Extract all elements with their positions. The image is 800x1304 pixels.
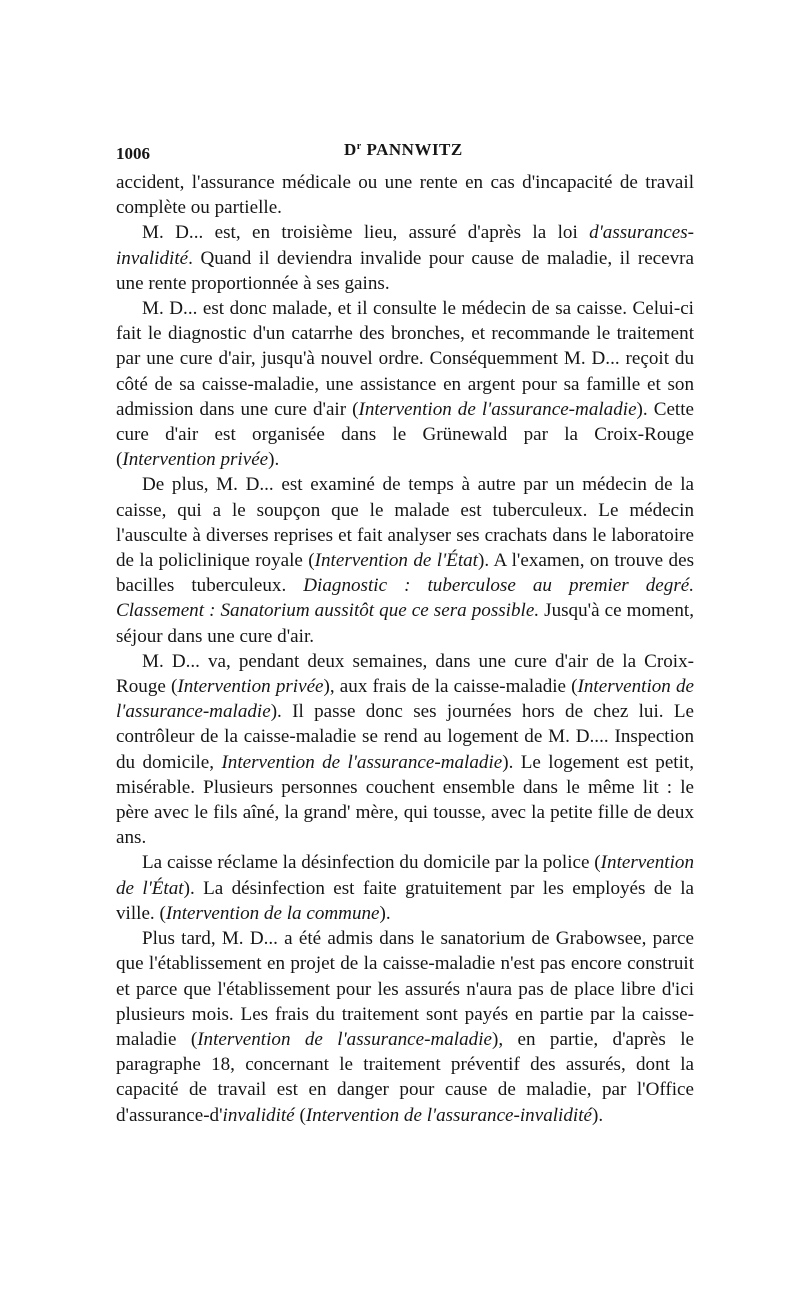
text-run: ). Il passe donc ses journées hors de chez lui. Le contrôleur de la caisse-maladie se rend au logement de M. D.... Inspection du domicile, [116,701,694,773]
text-run: ). [592,1104,604,1126]
text-run: Plus tard, M. D... a été admis dans le sanatorium de Grabowsee, parce que l'établissement en projet de la caisse-maladie n'est pas encore construit et parce que l'établissement pour les assurés n'aura pas de place libre d'ici plusieurs mois. Les frais du traitement sont payés en partie par la caisse-maladie ( [116,928,694,1050]
text-run: ). Cette cure d'air est organisée dans le Grünewald par la Croix-Rouge ( [116,398,694,471]
page-number: 1006 [116,144,150,163]
text-run: ( [294,1104,306,1126]
text-run: . Quand il deviendra invalide pour cause de maladie, il recevra une rente proportionnée à ses gains. [116,247,694,294]
italic-text-run: Intervention de l'État [314,550,478,572]
italic-text-run: d'assurances-invalidité [116,222,694,269]
text-run: ). [379,902,391,924]
italic-text-run: Intervention de l'assurance-maladie [116,676,695,723]
text-run: ), en partie, d'après le paragraphe 18, concernant le traitement préventif des assurés, dont la capacité de travail est en danger pour cause de maladie, par l'Office d'assurance-d' [116,1028,694,1126]
italic-text-run: Intervention privée [122,449,269,471]
paragraph [116,649,694,851]
running-head-superscript: r [356,141,362,152]
text-run: ). A l'examen, on trouve des bacilles tuberculeux. [116,550,694,597]
paragraph [116,296,694,472]
text-run: ). Le logement est petit, misérable. Plusieurs personnes couchent ensemble dans le même lit : le père avec le fils aîné, la grand' mère, qui tousse, avec la petite fille de deux ans. [116,751,694,849]
text-run: M. D... est donc malade, et il consulte le médecin de sa caisse. Celui-ci fait le diagnostic d'un catarrhe des bronches, et recommande le traitement par une cure d'air, jusqu'à nouvel ordre. Conséquemment M. D... reçoit du côté de sa caisse-maladie, une assistance en argent pour sa famille et son admission dans une cure d'air ( [116,298,694,420]
italic-text-run: Intervention de l'assurance-invalidité [305,1104,592,1126]
body-text [116,170,694,1128]
running-head-name: PANNWITZ [366,140,463,159]
text-run: M. D... va, pendant deux semaines, dans une cure d'air de la Croix-Rouge ( [116,650,694,698]
italic-text-run: Intervention de l'assurance-maladie [221,751,503,773]
running-head [344,140,463,160]
italic-text-run: Intervention de l'assurance-maladie [197,1028,492,1050]
text-run: M. D... est, en troisième lieu, assuré d'après la loi [142,222,590,244]
italic-text-run: Intervention de l'État [116,852,694,899]
text-run: La caisse réclame la désinfection du domicile par la police ( [142,852,601,874]
text-run: ). La désinfection est faite gratuitement par les employés de la ville. ( [116,877,694,924]
italic-text-run: Intervention de la commune [165,902,380,924]
page-header [116,138,694,170]
italic-text-run: invalidité [222,1104,295,1126]
text-run: ), aux frais de la caisse-maladie ( [323,676,578,698]
paragraph [116,850,694,926]
paragraph [116,220,694,296]
paragraph [116,170,694,220]
text-run: De plus, M. D... est examiné de temps à autre par un médecin de la caisse, qui a le soupçon que le malade est tuberculeux. Le médecin l'ausculte à diverses reprises et fait analyser ses crachats dans le laboratoire de la policlinique royale ( [116,474,694,572]
italic-text-run: Diagnostic : tuberculose au premier degré. Classement : Sanatorium aussitôt que ce sera possible. [116,575,694,622]
text-run: Jusqu'à ce moment, séjour dans une cure d'air. [116,600,694,647]
text-run: accident, l'assurance médicale ou une rente en cas d'incapacité de travail complète ou partielle. [116,172,694,219]
running-head-prefix: D [344,140,357,159]
book-page [116,138,694,1128]
italic-text-run: Intervention privée [177,676,324,698]
paragraph [116,472,694,648]
italic-text-run: Intervention de l'assurance-maladie [358,398,637,420]
paragraph [116,926,694,1128]
text-run: ). [268,449,280,471]
